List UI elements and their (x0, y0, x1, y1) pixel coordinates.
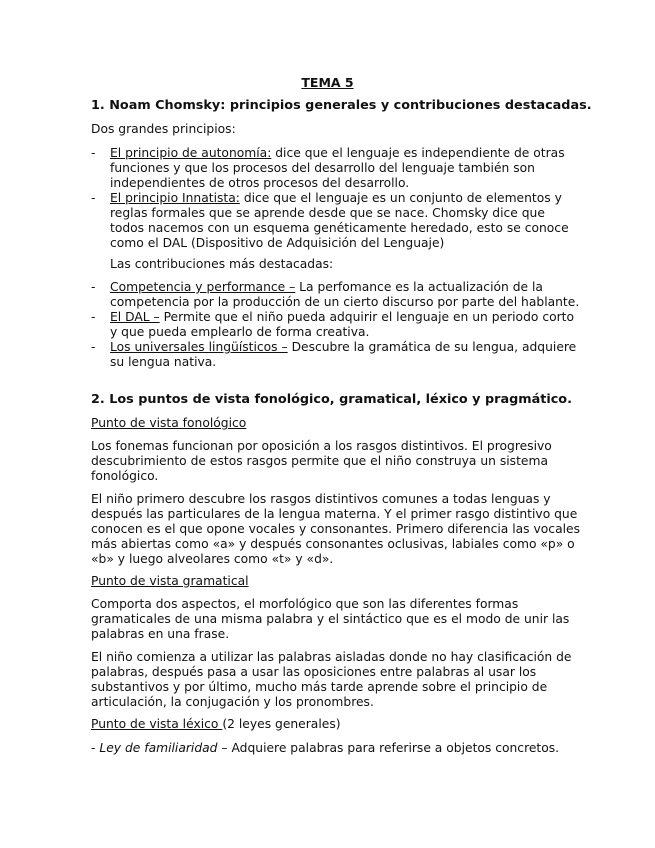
phonological-paragraph-2: El niño primero descubre los rasgos distintivos comunes a todas lenguas y después las particulares de la lengua materna. Y el primer rasgo distintivo que conocen es el que opone vocales y consonantes. Primero diferencia las vocales más abiertas como «a» y después consonantes oclusivas, labiales como «p» o «b» y luego alveolares como «t» y «d». (91, 492, 580, 566)
grammatical-paragraph-2: El niño comienza a utilizar las palabras aisladas donde no hay clasificación de palabras, después pasa a usar las oposiciones entre palabras al usar los substantivos y por último, mucho más tarde aprende sobre el principio de articulación, la conjugación y los pronombres. (91, 650, 572, 709)
principle-label: El principio de autonomía: (110, 146, 272, 160)
contribution-label: El DAL – (110, 310, 160, 324)
principles-list (91, 146, 571, 251)
list-item: - Los universales lingüísticos – Descubre la gramática de su lengua, adquiere su lengua nativa. (91, 340, 577, 369)
lexical-heading: Punto de vista léxico (2 leyes generales) (91, 717, 341, 731)
phonological-paragraph-1: Los fonemas funcionan por oposición a los rasgos distintivos. El progresivo descubrimiento de estos rasgos permite que el niño construya un sistema fonológico. (91, 439, 552, 483)
section-1-heading: 1. Noam Chomsky: principios generales y contribuciones destacadas. (91, 98, 592, 113)
principles-intro: Dos grandes principios: (91, 122, 236, 136)
section-2-heading: 2. Los puntos de vista fonológico, gramatical, léxico y pragmático. (91, 392, 572, 407)
contribution-label: Los universales lingüísticos – (110, 340, 288, 354)
phonological-heading: Punto de vista fonológico (91, 416, 247, 430)
grammatical-heading: Punto de vista gramatical (91, 574, 249, 588)
list-item: - El principio Innatista: dice que el lenguaje es un conjunto de elementos y reglas formales que se aprende desde que se nace. Chomsky dice que todos nacemos con un esquema genéticamente heredado, esto se conoce como el DAL (Dispositivo de Adquisición del Lenguaje) (91, 191, 569, 250)
contribution-label: Competencia y performance – (110, 280, 296, 294)
contributions-list (91, 280, 580, 370)
document-title: TEMA 5 (301, 75, 354, 90)
principle-label: El principio Innatista: (110, 191, 240, 205)
contributions-intro: Las contribuciones más destacadas: (110, 257, 334, 271)
list-item: - El principio de autonomía: dice que el lenguaje es independiente de otras funciones y que los procesos del desarrollo del lenguaje también son independientes de otros procesos del desarrollo. (91, 146, 565, 190)
list-item: - Competencia y performance – La perfomance es la actualización de la competencia por la producción de un cierto discurso por parte del hablante. (91, 280, 580, 309)
grammatical-paragraph-1: Comporta dos aspectos, el morfológico que son las diferentes formas gramaticales de una misma palabra y el sintáctico que es el modo de unir las palabras en una frase. (91, 597, 570, 641)
lexical-law-familiarity: - Ley de familiaridad – Adquiere palabras para referirse a objetos concretos. (91, 741, 560, 755)
list-item: - El DAL – Permite que el niño pueda adquirir el lenguaje en un periodo corto y que pueda emplearlo de forma creativa. (91, 310, 575, 339)
